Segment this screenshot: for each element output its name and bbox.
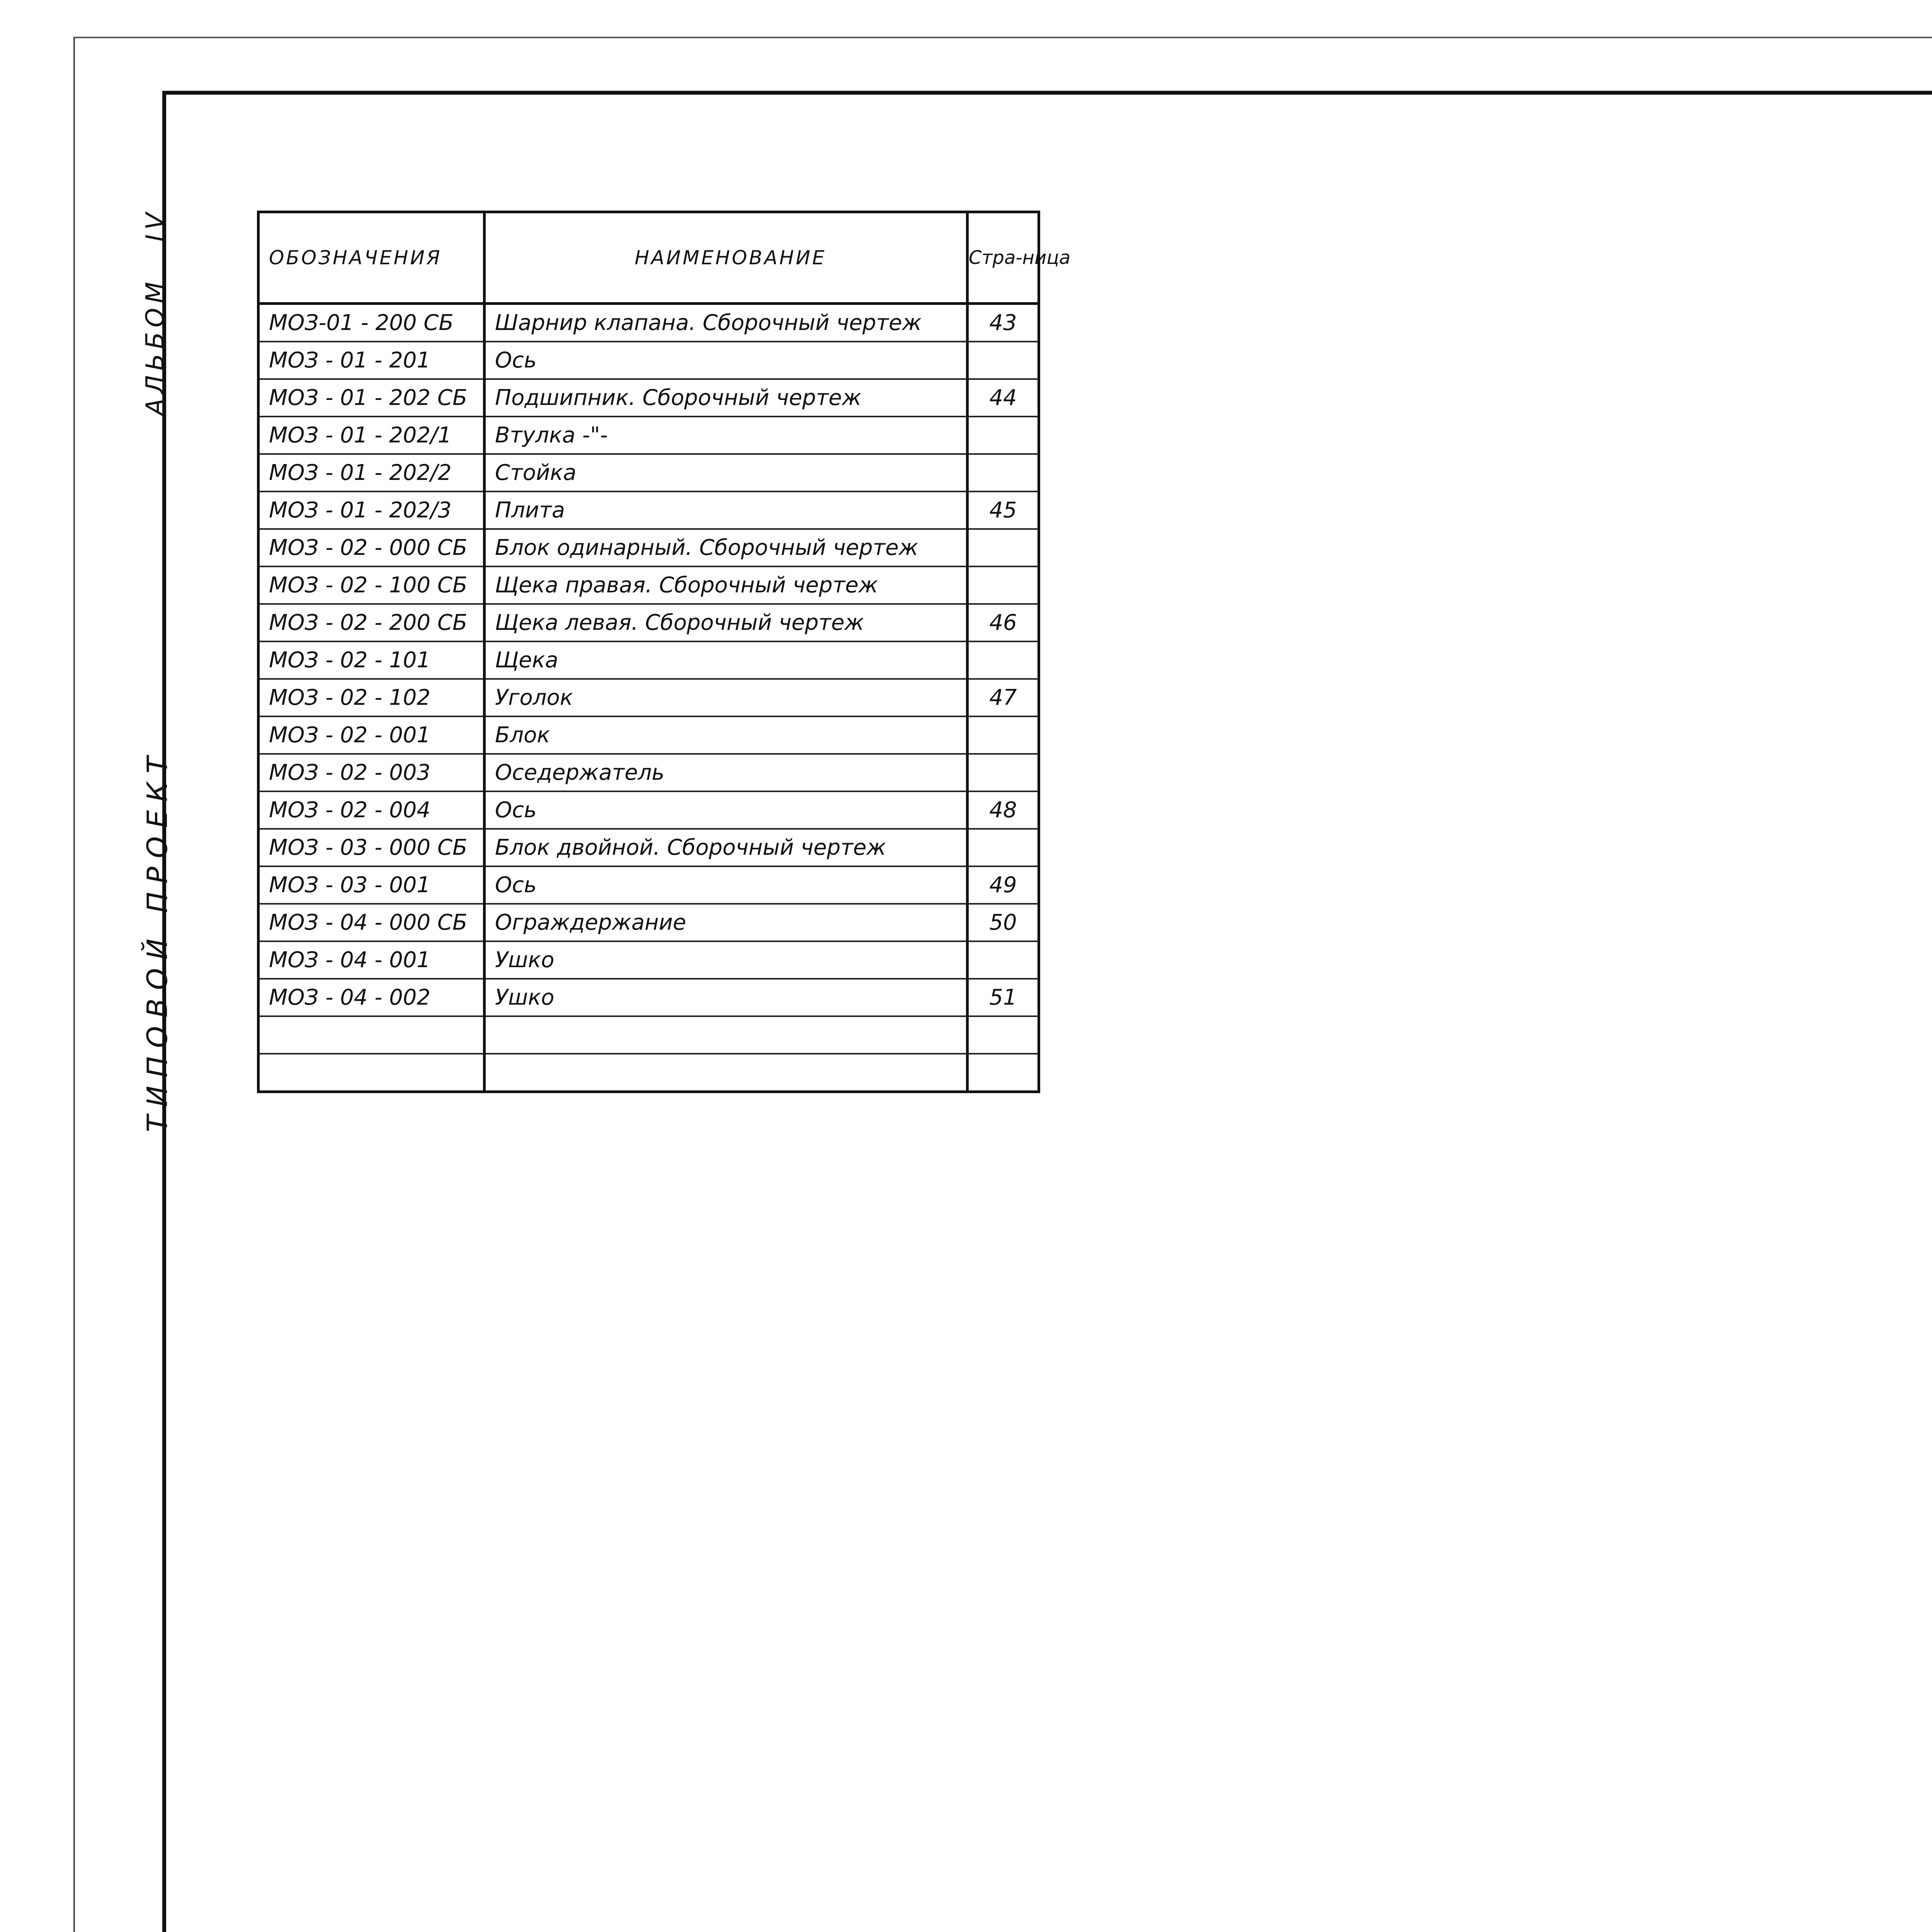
designation-cell: МОЗ - 01 - 201: [259, 342, 485, 379]
name-cell: Уголок: [485, 679, 968, 716]
name-cell: Подшипник. Сборочный чертеж: [485, 379, 968, 417]
page-cell: 48: [968, 791, 1039, 829]
name-cell: Ось: [485, 342, 968, 379]
page-cell: [968, 417, 1039, 454]
table-row: [259, 716, 1039, 754]
page-cell: 45: [968, 492, 1039, 529]
header-page: Стра-ница: [968, 212, 1039, 304]
designation-cell: МОЗ - 01 - 202 СБ: [259, 379, 485, 417]
page-cell: 50: [968, 904, 1039, 941]
table-row: [259, 679, 1039, 716]
table-row: [259, 1016, 1039, 1054]
designation-cell: МОЗ - 04 - 001: [259, 941, 485, 979]
designation-cell: МОЗ - 02 - 101: [259, 641, 485, 679]
table-row: [259, 641, 1039, 679]
name-cell: Стойка: [485, 454, 968, 492]
table-row: [259, 417, 1039, 454]
designation-cell: МОЗ - 03 - 001: [259, 866, 485, 904]
table-row: [259, 754, 1039, 791]
name-cell: Блок двойной. Сборочный чертеж: [485, 829, 968, 866]
designation-cell: МОЗ - 01 - 202/2: [259, 454, 485, 492]
page-cell: [968, 716, 1039, 754]
page-cell: 43: [968, 304, 1039, 342]
page-cell: 47: [968, 679, 1039, 716]
name-cell: Ушко: [485, 941, 968, 979]
page-cell: [968, 1054, 1039, 1092]
name-cell: Щека: [485, 641, 968, 679]
designation-cell: МОЗ - 02 - 100 СБ: [259, 566, 485, 604]
designation-cell: МОЗ-01 - 200 СБ: [259, 304, 485, 342]
name-cell: [485, 1016, 968, 1054]
page-cell: 44: [968, 379, 1039, 417]
designation-cell: МОЗ - 01 - 202/1: [259, 417, 485, 454]
table-row: [259, 1054, 1039, 1092]
page-cell: [968, 454, 1039, 492]
name-cell: Втулка -"-: [485, 417, 968, 454]
table-row: [259, 979, 1039, 1016]
page-cell: 46: [968, 604, 1039, 641]
designation-cell: МОЗ - 02 - 200 СБ: [259, 604, 485, 641]
designation-cell: МОЗ - 02 - 000 СБ: [259, 529, 485, 566]
name-cell: Щека правая. Сборочный чертеж: [485, 566, 968, 604]
designation-cell: МОЗ - 04 - 000 СБ: [259, 904, 485, 941]
designation-cell: МОЗ - 02 - 004: [259, 791, 485, 829]
page-cell: [968, 941, 1039, 979]
name-cell: Щека левая. Сборочный чертеж: [485, 604, 968, 641]
name-cell: Ушко: [485, 979, 968, 1016]
page-cell: [968, 529, 1039, 566]
album-text: АЛЬБОМ: [141, 277, 170, 415]
page-cell: [968, 641, 1039, 679]
table-row: [259, 379, 1039, 417]
table-row: [259, 791, 1039, 829]
contents-body: [259, 304, 1039, 1092]
album-number: IV: [141, 208, 170, 242]
name-cell: Ограждержание: [485, 904, 968, 941]
designation-cell: МОЗ - 02 - 001: [259, 716, 485, 754]
page-cell: [968, 1016, 1039, 1054]
designation-cell: МОЗ - 02 - 102: [259, 679, 485, 716]
table-row: [259, 829, 1039, 866]
project-type-label: ТИПОВОЙ ПРОЕКТ: [141, 748, 173, 1132]
table-row: [259, 529, 1039, 566]
table-row: [259, 566, 1039, 604]
table-row: [259, 342, 1039, 379]
header-name: НАИМЕНОВАНИЕ: [485, 212, 968, 304]
designation-cell: МОЗ - 04 - 002: [259, 979, 485, 1016]
page-cell: 51: [968, 979, 1039, 1016]
table-row: [259, 454, 1039, 492]
name-cell: Плита: [485, 492, 968, 529]
album-label: [141, 208, 170, 415]
name-cell: Ось: [485, 791, 968, 829]
designation-cell: МОЗ - 02 - 003: [259, 754, 485, 791]
page-cell: [968, 829, 1039, 866]
name-cell: Блок одинарный. Сборочный чертеж: [485, 529, 968, 566]
name-cell: Блок: [485, 716, 968, 754]
page-cell: [968, 566, 1039, 604]
table-row: [259, 941, 1039, 979]
table-row: [259, 604, 1039, 641]
name-cell: Ось: [485, 866, 968, 904]
table-row: [259, 866, 1039, 904]
name-cell: Оседержатель: [485, 754, 968, 791]
designation-cell: [259, 1016, 485, 1054]
header-designation: ОБОЗНАЧЕНИЯ: [259, 212, 485, 304]
table-row: [259, 492, 1039, 529]
page-cell: [968, 342, 1039, 379]
page-cell: [968, 754, 1039, 791]
name-cell: [485, 1054, 968, 1092]
designation-cell: МОЗ - 01 - 202/3: [259, 492, 485, 529]
contents-header-row: [259, 212, 1039, 304]
designation-cell: МОЗ - 03 - 000 СБ: [259, 829, 485, 866]
table-row: [259, 304, 1039, 342]
name-cell: Шарнир клапана. Сборочный чертеж: [485, 304, 968, 342]
contents-table: [257, 211, 1071, 1093]
designation-cell: [259, 1054, 485, 1092]
page-cell: 49: [968, 866, 1039, 904]
table-row: [259, 904, 1039, 941]
